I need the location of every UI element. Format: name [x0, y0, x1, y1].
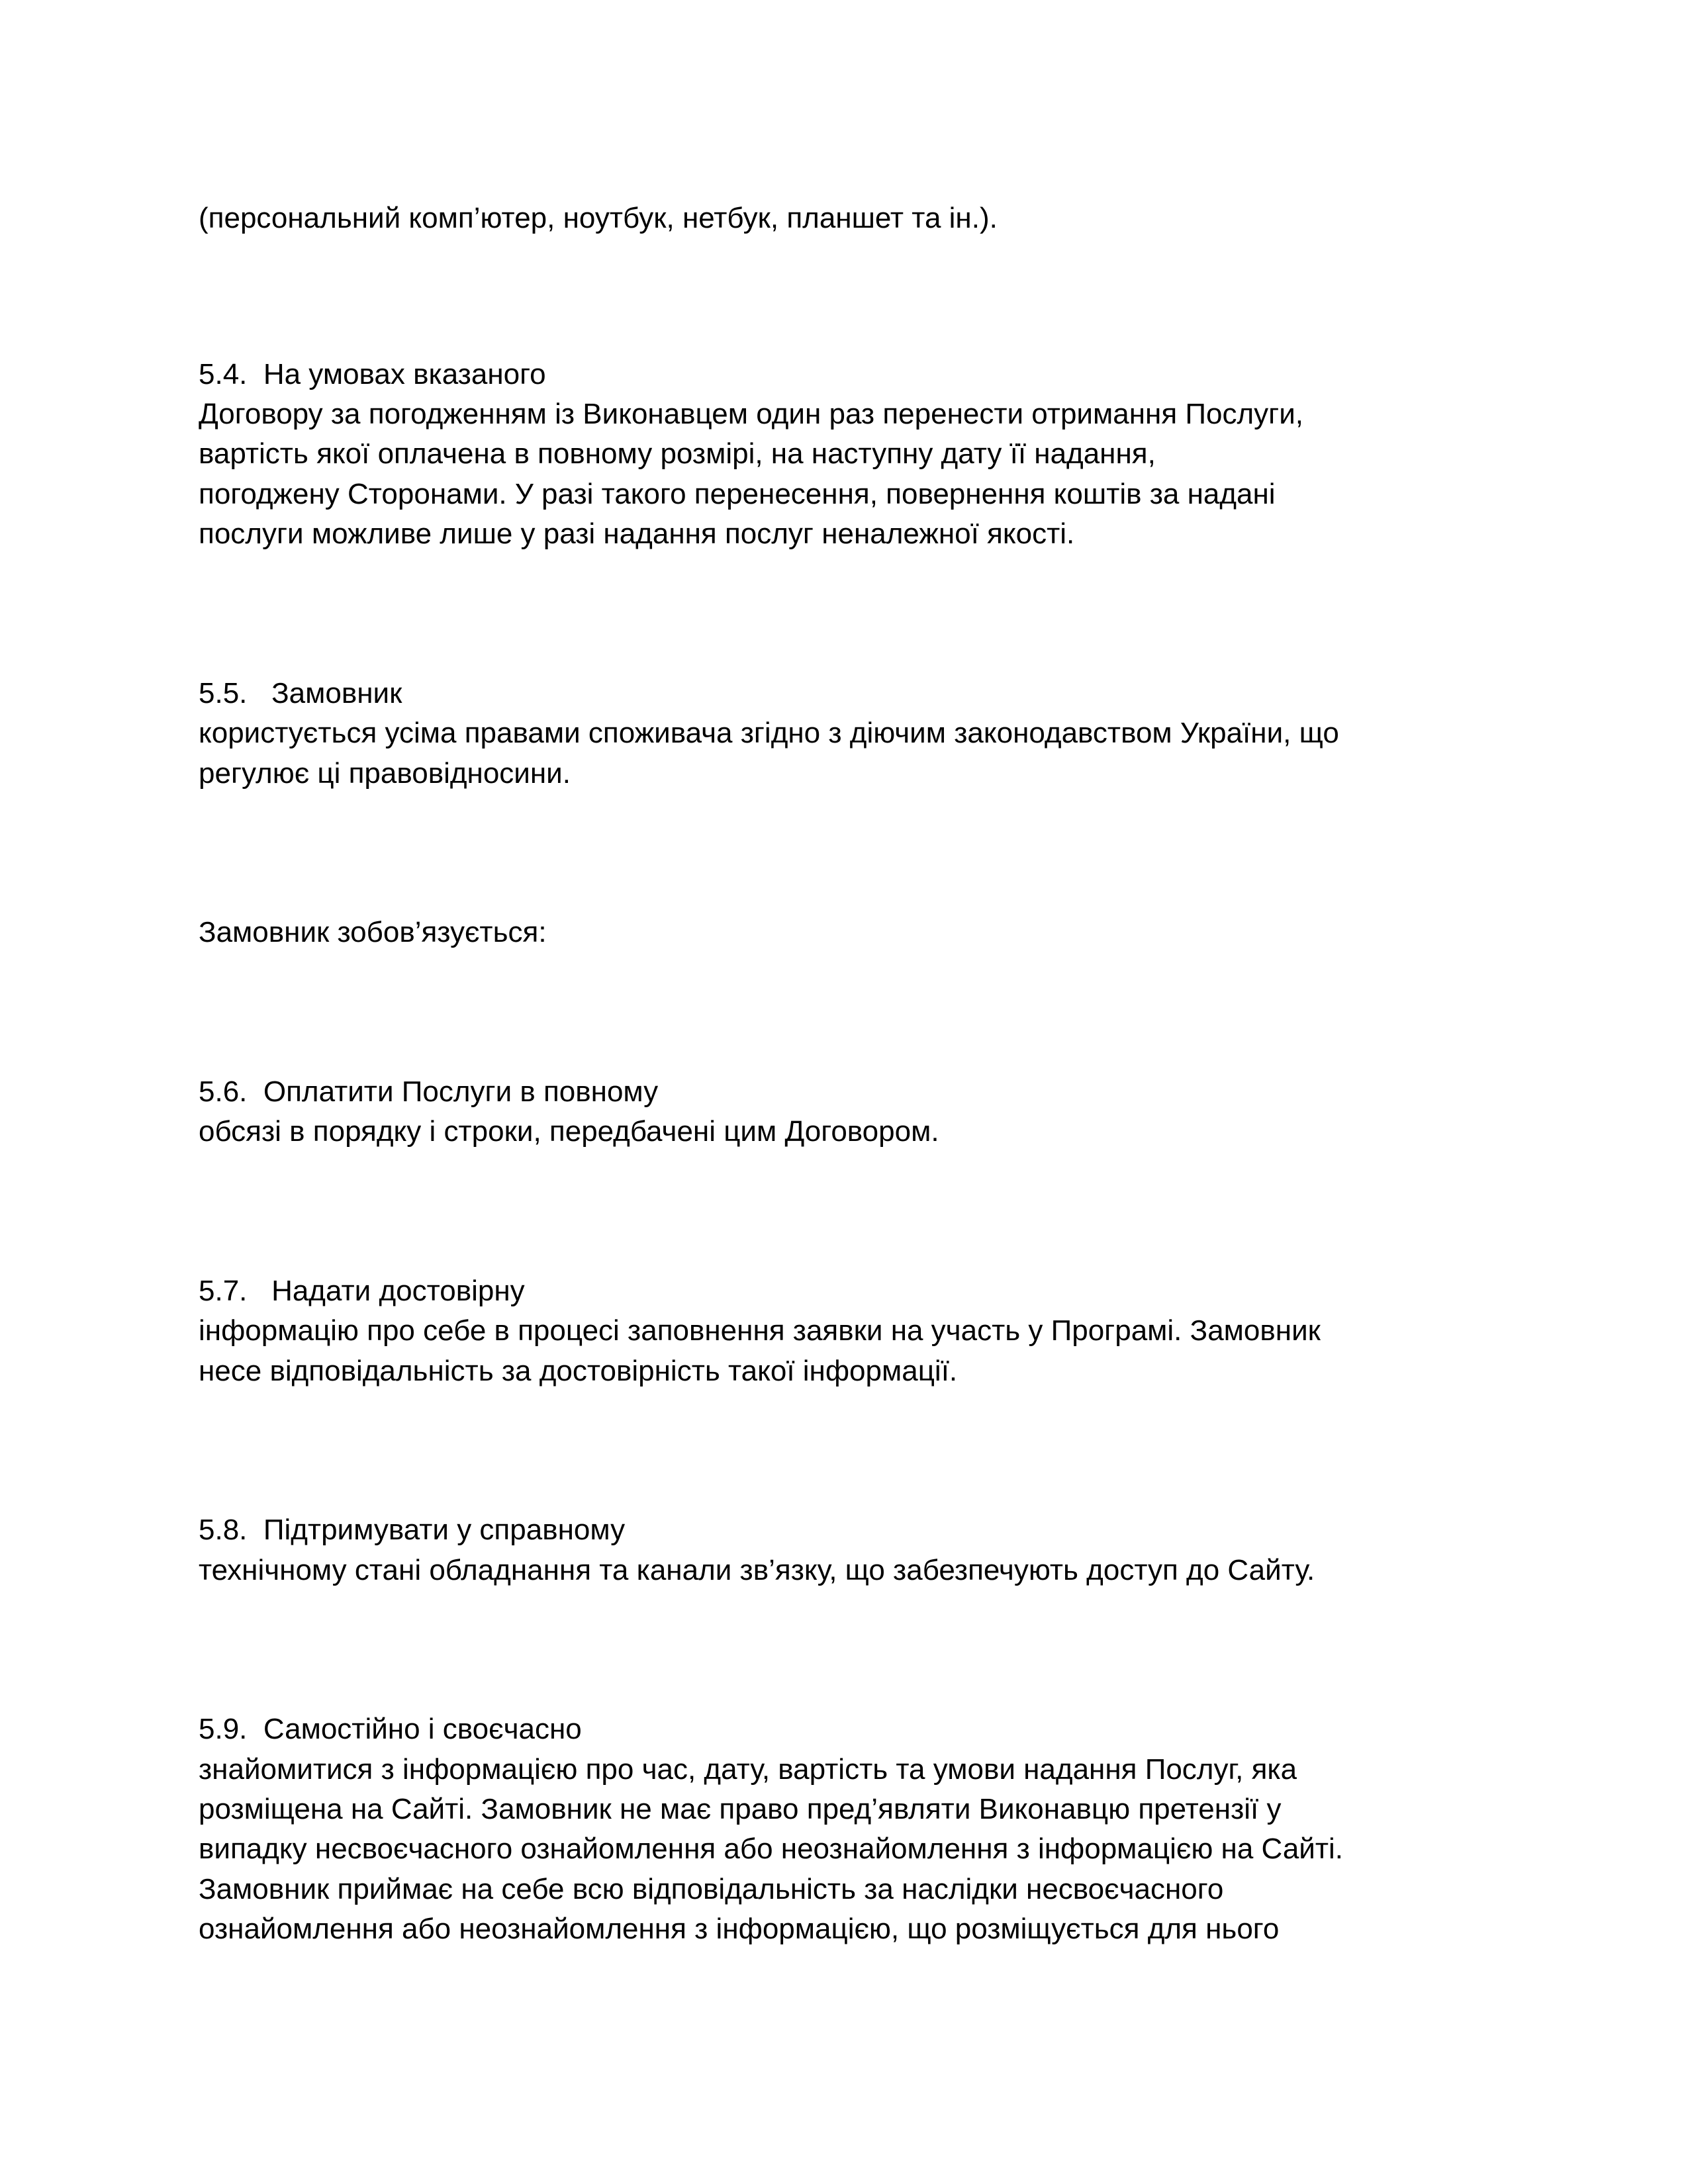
clause-5-4-line-1: Договору за погодженням із Виконавцем один раз перенести отримання Послуги,: [199, 398, 1303, 430]
clause-5-5-line-2: регулює ці правовідносини.: [199, 757, 571, 790]
clause-5-4-line-2: вартість якої оплачена в повному розмірі, на наступну дату її надання,: [199, 437, 1156, 470]
clause-5-4-heading: 5.4. На умовах вказаного: [199, 358, 546, 390]
clause-5-5-heading: 5.5. Замовник: [199, 677, 402, 709]
obligations-heading: Замовник зобов’язується:: [199, 916, 547, 948]
clause-5-8-line-1: технічному стані обладнання та канали зв’язку, що забезпечують доступ до Сайту.: [199, 1554, 1315, 1586]
clause-5-6-heading: 5.6. Оплатити Послуги в повному: [199, 1075, 659, 1108]
clause-5-4-line-3: погоджену Сторонами. У разі такого перенесення, повернення коштів за надані: [199, 478, 1276, 510]
clause-5-6-line-1: обсязі в порядку і строки, передбачені цим Договором.: [199, 1115, 939, 1148]
clause-5-9-line-4: Замовник приймає на себе всю відповідальність за наслідки несвоєчасного: [199, 1873, 1224, 1905]
clause-5-8-heading: 5.8. Підтримувати у справному: [199, 1514, 626, 1546]
clause-5-9-line-5: ознайомлення або неознайомлення з інформацією, що розміщується для нього: [199, 1913, 1280, 1945]
clause-5-7-line-1: інформацію про себе в процесі заповнення заявки на участь у Програмі. Замовник: [199, 1314, 1321, 1347]
clause-5-5-line-1: користується усіма правами споживача згідно з діючим законодавством України, що: [199, 717, 1339, 749]
text-line-prev-item-end: (персональний комп’ютер, ноутбук, нетбук, планшет та ін.).: [199, 202, 998, 234]
clause-5-4-line-4: послуги можливе лише у разі надання послуг неналежної якості.: [199, 518, 1075, 550]
clause-5-9-line-1: знайомитися з інформацією про час, дату, вартість та умови надання Послуг, яка: [199, 1753, 1297, 1786]
clause-5-9-line-2: розміщена на Сайті. Замовник не має право пред’являти Виконавцю претензії у: [199, 1793, 1282, 1825]
clause-5-7-heading: 5.7. Надати достовірну: [199, 1275, 525, 1307]
clause-5-9-line-3: випадку несвоєчасного ознайомлення або неознайомлення з інформацією на Сайті.: [199, 1833, 1344, 1865]
clause-5-9-heading: 5.9. Самостійно і своєчасно: [199, 1713, 582, 1745]
clause-5-7-line-2: несе відповідальність за достовірність такої інформації.: [199, 1355, 958, 1387]
